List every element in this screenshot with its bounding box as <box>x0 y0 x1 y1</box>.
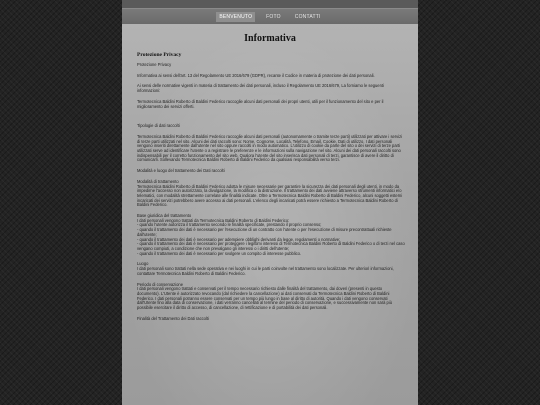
paragraph: Periodo di conservazione I dati personali vengono trattati e conservati per il tempo necessario richiesto dalle finalità del trattamento, dai doveri (presenti in questo documento). L'Utente è autorizzato revocando (dal richiedere la cancellazione) ai dati conservati da Termotecnica Baldini Roberto di Baldini Federico. I dati personali potranno essere conservati per un tempo più lungo in base al diritto di autorità. Quando i dati vengono conservati dall'Utente fino alla data di conservazione, i dati verranno cancellati al termine del periodo di conservazione, e successivamente non sarà più possibile esercitare il diritto di accesso, di cancellazione, di rettificazione e di portabilità dei dati personali. <box>137 281 392 311</box>
paragraph: Base giuridica del trattamento I dati personali vengono trattati da Termotecnica Baldini Roberto di Baldini Federico: - quando l'utente autorizza il trattamento secondo le finalità specificate, prestando il proprio consenso; - quando il trattamento dei dati è necessario per l'esecuzione di un contratto con l'utente o per l'esecuzione di misure precontrattuali richieste dall'utente; - quando il trattamento dei dati è necessario per adempiere obblighi derivanti da legge, regolamenti o normative; - quando il trattamento dei dati è necessario per proteggere i legittimi interessi di Termotecnica Baldini Roberto di Baldini Federico o di terzi nel caso vengano compiuti, a condizione che non prevalgano gli interessi o i diritti dell'utente; - quando il trattamento dei dati è necessario per svolgere un compito di interesse pubblico. <box>137 213 405 256</box>
nav-item-foto[interactable]: FOTO <box>266 13 281 20</box>
paragraph: Ai sensi delle normative vigenti in materia di trattamento dei dati personali, incluso il Regolamento UE 2016/679, La forniamo le seguenti informazioni: <box>137 83 384 94</box>
paragraph: Termotecnica Baldini Roberto di Baldini Federico raccoglie alcuni dati personali (autonomamente o tramite terze parti) utilizzati per attivare i servizi di terze parti utilizzati nel sito. Alcuni dei dati raccolti sono: Nome, Cognome, Località, Telefono, Email, Cookie, Dati di utilizzo. I dati personali vengono inseriti direttamente dall'utente nel sito oppure raccolti in modo automatico. L'utilizzo di cookie da parte del sito o dei servizi di terze parti utilizzati serve ad identificare l'utente o a registrare le preferenze e le informazioni sulla navigazione nel sito. Alcuni dei dati personali raccolti sono indispensabili per il corretto funzionamento del sito web. Qualora l'utente del sito inserisca dati personali di terzi, garantisce di avere il diritto di comunicarli. Sollevando Termotecnica Baldini Roberto di Baldini Federico da qualsiasi responsabilità verso terzi. <box>137 133 403 163</box>
section-title: Protezione Privacy <box>137 52 182 58</box>
paragraph: Tipologie di dati raccolti <box>137 123 180 129</box>
paragraph: Protezione Privacy <box>137 62 172 67</box>
content-panel <box>122 24 418 405</box>
top-bar <box>122 0 418 8</box>
nav-item-benvenuto[interactable]: BENVENUTO <box>216 12 255 22</box>
privacy-content <box>137 52 405 327</box>
paragraph: Finalità del Trattamento dei Dati raccolti <box>137 315 209 321</box>
nav-item-contatti[interactable]: CONTATTI <box>294 13 321 20</box>
paragraph: Modalità e luogo del trattamento dei Dati raccolti <box>137 168 225 174</box>
paragraph: Modalità di trattamento Termotecnica Baldini Roberto di Baldini Federico adotta le misure necessarie per garantire la sicurezza dei dati personali degli utenti, in modo da impedirne l'accesso non autorizzato, la divulgazione, la modifica o la distruzione. Il trattamento dei dati avviene attraverso strumenti informatici e/o telematici, con modalità strettamente correlate alle finalità indicate. Oltre a Termotecnica Baldini Roberto di Baldini Federico, alcuni soggetti esterni incaricati dei servizi potrebbero avere accesso ai dati personali. L'elenco degli incaricati potrà essere richiesto a Termotecnica Baldini Roberto di Baldini Federico. <box>137 178 403 208</box>
paragraph: Termotecnica Baldini Roberto di Baldini Federico raccoglie alcuni dati personali dei propri utenti, utili per il funzionamento del sito e per il miglioramento dei servizi offerti. <box>137 98 384 109</box>
main-nav <box>122 8 418 25</box>
paragraph: Luogo I dati personali sono trattati nella sede operativa e nei luoghi in cui le parti coinvolte nel trattamento sono localizzate. Per ulteriori informazioni, contattare Termotecnica Baldini Roberto di Baldini Federico. <box>137 261 394 276</box>
page-title: Informativa <box>244 33 296 44</box>
paragraph: Informativa ai sensi dell'art. 13 del Regolamento UE 2016/679 (GDPR), recante il Codice in materia di protezione dei dati personali. <box>137 72 375 78</box>
